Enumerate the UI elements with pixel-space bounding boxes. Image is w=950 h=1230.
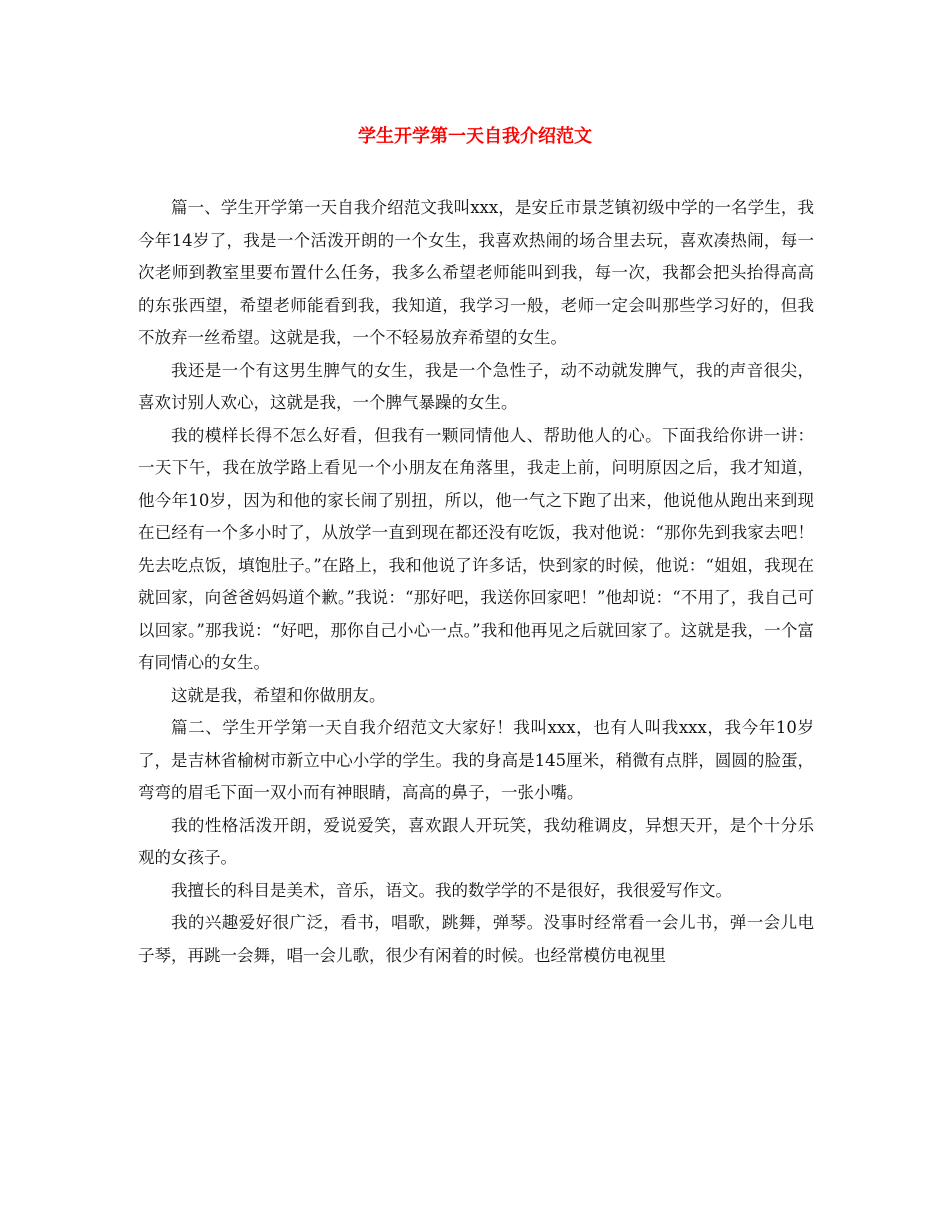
paragraph-2: 我还是一个有这男生脾气的女生，我是一个急性子，动不动就发脾气，我的声音很尖，喜欢讨别人欢心，这就是我，一个脾气暴躁的女生。 xyxy=(138,360,814,412)
paragraph-8: 我的兴趣爱好很广泛，看书，唱歌，跳舞，弹琴。没事时经常看一会儿书，弹一会儿电子琴，再跳一会舞，唱一会儿歌，很少有闲着的时候。也经常模仿电视里 xyxy=(138,913,814,965)
paragraph-4: 这就是我，希望和你做朋友。 xyxy=(171,685,386,705)
document-body xyxy=(138,192,814,972)
paragraph-1: 篇一、学生开学第一天自我介绍范文我叫xxx，是安丘市景芝镇初级中学的一名学生，我今年14岁了，我是一个活泼开朗的一个女生，我喜欢热闹的场合里去玩，喜欢凑热闹，每一次老师到教室里要布置什么任务，我多么希望老师能叫到我，每一次，我都会把头抬得高高的东张西望，希望老师能看到我，我知道，我学习一般，老师一定会叫那些学习好的，但我不放弃一丝希望。这就是我，一个不轻易放弃希望的女生。 xyxy=(138,198,814,347)
paragraph-7: 我擅长的科目是美术，音乐，语文。我的数学学的不是很好，我很爱写作文。 xyxy=(171,880,732,900)
paragraph-5: 篇二、学生开学第一天自我介绍范文大家好！我叫xxx，也有人叫我xxx，我今年10岁了，是吉林省榆树市新立中心小学的学生。我的身高是145厘米，稍微有点胖，圆圆的脸蛋，弯弯的眉毛下面一双小而有神眼睛，高高的鼻子，一张小嘴。 xyxy=(138,718,814,802)
paragraph-6: 我的性格活泼开朗，爱说爱笑，喜欢跟人开玩笑，我幼稚调皮，异想天开，是个十分乐观的女孩子。 xyxy=(138,815,814,867)
paragraph-3: 我的模样长得不怎么好看，但我有一颗同情他人、帮助他人的心。下面我给你讲一讲：一天下午，我在放学路上看见一个小朋友在角落里，我走上前，问明原因之后，我才知道，他今年10岁，因为和他的家长闹了别扭，所以，他一气之下跑了出来，他说他从跑出来到现在已经有一个多小时了，从放学一直到现在都还没有吃饭，我对他说：“那你先到我家去吧！先去吃点饭，填饱肚子。”在路上，我和他说了许多话，快到家的时候，他说：“姐姐，我现在就回家，向爸爸妈妈道个歉。”我说：“那好吧，我送你回家吧！”他却说：“不用了，我自己可以回家。”那我说：“好吧，那你自己小心一点。”我和他再见之后就回家了。这就是我，一个富有同情心的女生。 xyxy=(138,425,814,672)
document-title: 学生开学第一天自我介绍范文 xyxy=(358,126,592,147)
